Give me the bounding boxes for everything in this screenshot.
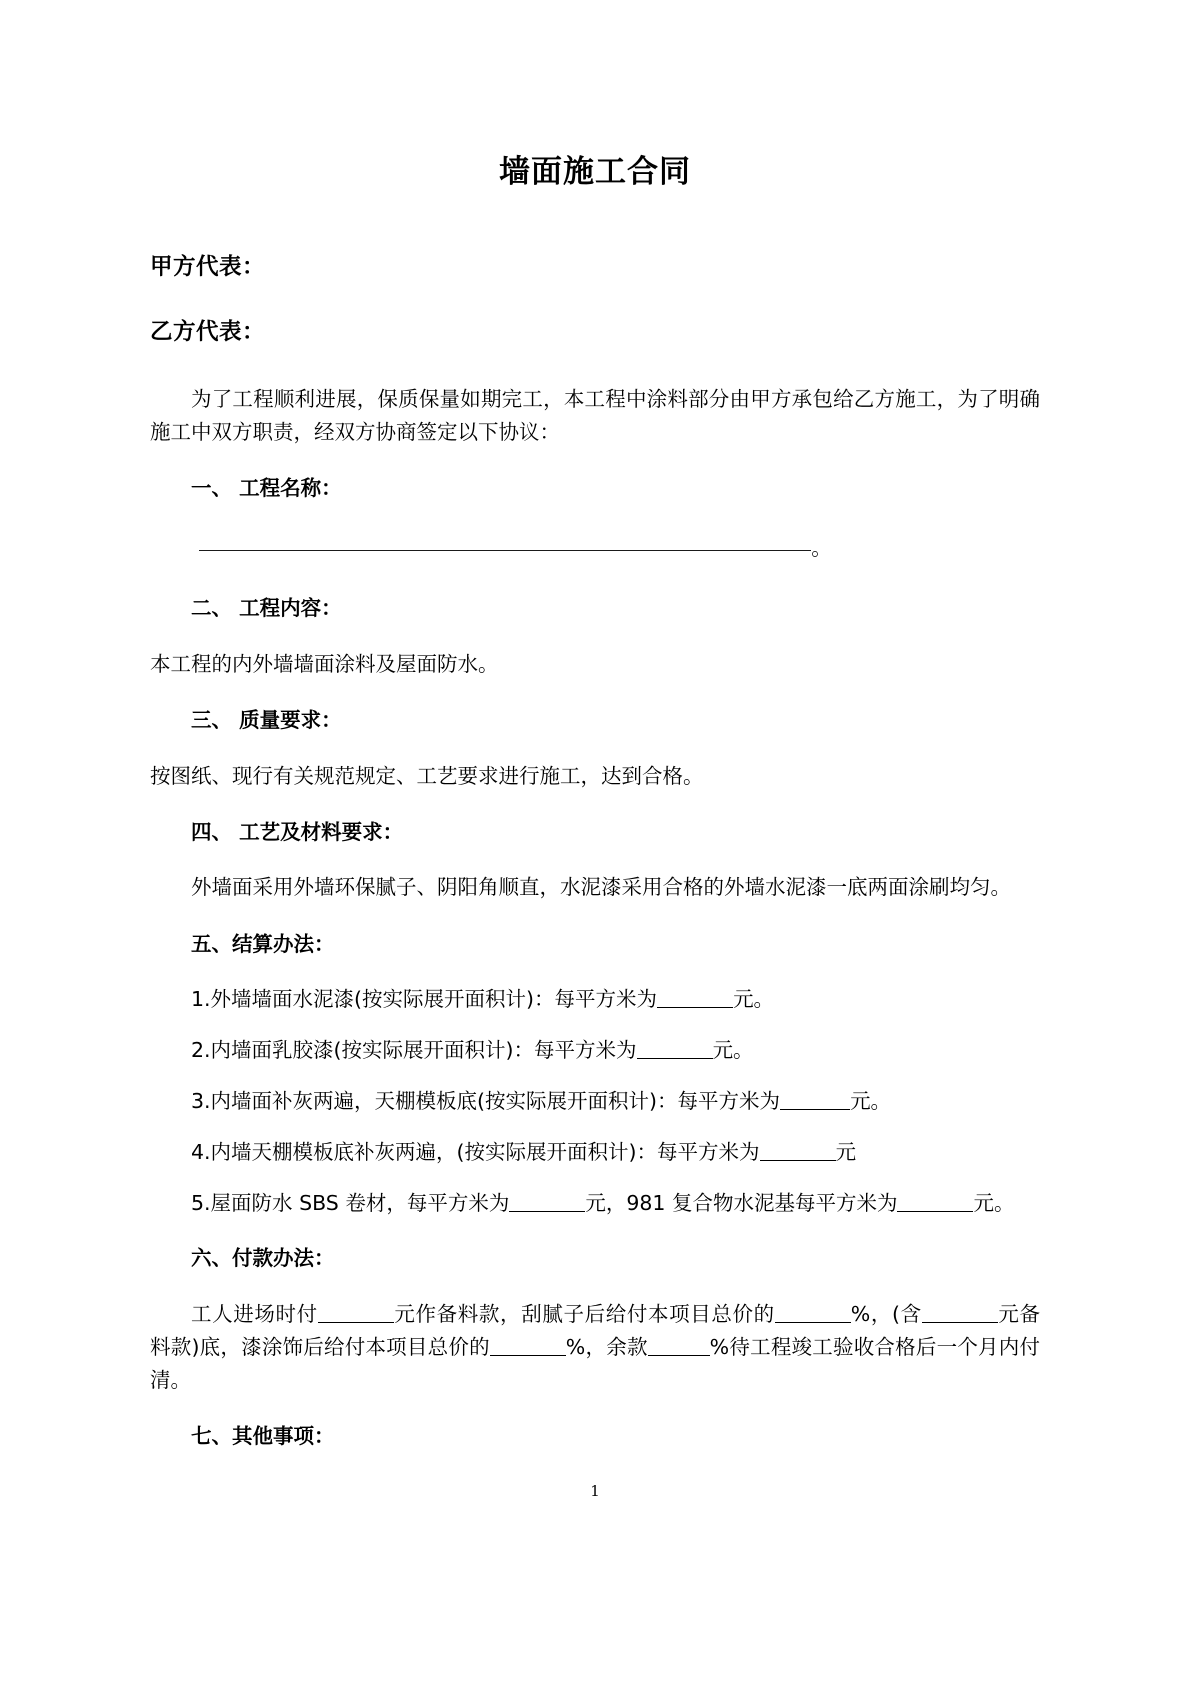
- spacer: [150, 1016, 1040, 1034]
- spacer: [150, 1397, 1040, 1421]
- spacer: [150, 1169, 1040, 1187]
- settlement-item-1-text: 1.外墙墙面水泥漆(按实际展开面积计)：每平方米为: [191, 987, 658, 1012]
- spacer: [150, 959, 1040, 983]
- payment-seg-3: %，(含: [850, 1302, 922, 1327]
- party-b-representative: 乙方代表：: [150, 319, 266, 346]
- spacer: [150, 1274, 1040, 1298]
- payment-seg-1: 工人进场时付: [191, 1302, 318, 1327]
- settlement-item-5-text-c: 元。: [973, 1190, 1015, 1215]
- settlement-item-4-blank[interactable]: [760, 1143, 836, 1161]
- payment-seg-6: %待工程竣工验收合格后一个月内付清。: [150, 1334, 1040, 1392]
- section-body-4: 外墙面采用外墙环保腻子、阴阳角顺直，水泥漆采用合格的外墙水泥漆一底两面涂刷均匀。: [191, 875, 1011, 900]
- section-heading-5: 五、结算办法：: [191, 931, 335, 956]
- section-heading-7: 七、其他事项：: [191, 1423, 335, 1448]
- section-heading-4: 四、 工艺及材料要求：: [191, 819, 404, 844]
- spacer: [150, 349, 1040, 383]
- spacer: [150, 681, 1040, 705]
- settlement-item-3-text: 3.内墙面补灰两遍，天棚模板底(按实际展开面积计)：每平方米为: [191, 1089, 781, 1113]
- payment-blank-5[interactable]: [648, 1338, 710, 1356]
- payment-seg-5: %，余款: [565, 1334, 648, 1359]
- settlement-item-5-blank-b[interactable]: [897, 1194, 973, 1212]
- settlement-item-1-unit: 元。: [733, 987, 775, 1012]
- project-name-fill-row: [150, 532, 1040, 565]
- settlement-item-2-text: 2.内墙面乳胶漆(按实际展开面积计)：每平方米为: [191, 1038, 637, 1063]
- section-heading-3: 三、 质量要求：: [191, 707, 342, 732]
- section-heading-6: 六、付款办法：: [191, 1246, 335, 1271]
- settlement-item-4: [150, 1136, 1040, 1169]
- settlement-item-5-text-a: 5.屋面防水 SBS 卷材，每平方米为: [191, 1190, 510, 1215]
- payment-blank-3[interactable]: [922, 1305, 998, 1323]
- spacer: [150, 1118, 1040, 1136]
- spacer: [150, 905, 1040, 929]
- spacer: [150, 504, 1040, 532]
- project-name-period: 。: [811, 536, 832, 560]
- project-name-blank[interactable]: [199, 549, 811, 551]
- settlement-item-1: [150, 983, 1040, 1016]
- settlement-item-2-unit: 元。: [712, 1038, 754, 1063]
- settlement-item-4-unit: 元: [835, 1139, 857, 1164]
- payment-seg-4: 元备料款)底，漆涂饰后给付本项目总价的: [150, 1302, 1041, 1359]
- page-title: 墙面施工合同: [499, 154, 691, 190]
- settlement-item-5-text-b: 元，981 复合物水泥基每平方米为: [585, 1190, 898, 1215]
- spacer: [150, 736, 1040, 760]
- settlement-item-5: [150, 1187, 1040, 1220]
- settlement-item-4-text: 4.内墙天棚模板底补灰两遍，(按实际展开面积计)：每平方米为: [191, 1139, 760, 1164]
- spacer: [150, 449, 1040, 473]
- settlement-item-3-blank[interactable]: [780, 1092, 850, 1110]
- section-heading-1: 一、 工程名称：: [191, 476, 342, 501]
- spacer: [150, 624, 1040, 648]
- payment-blank-2[interactable]: [775, 1305, 851, 1323]
- spacer: [150, 793, 1040, 817]
- settlement-item-3-unit: 元。: [850, 1089, 892, 1113]
- document-content: [150, 0, 1040, 1451]
- party-a-representative: 甲方代表：: [150, 253, 266, 280]
- spacer: [150, 565, 1040, 593]
- settlement-item-3: [150, 1085, 1040, 1118]
- section-heading-2: 二、 工程内容：: [191, 595, 342, 620]
- settlement-item-2: [150, 1034, 1040, 1067]
- payment-blank-1[interactable]: [318, 1305, 394, 1323]
- payment-blank-4[interactable]: [490, 1338, 566, 1356]
- page-number: 1: [590, 1482, 600, 1500]
- spacer: [150, 847, 1040, 871]
- payment-seg-2: 元作备料款，刮腻子后给付本项目总价的: [393, 1302, 775, 1327]
- spacer: [150, 1067, 1040, 1085]
- settlement-item-5-blank-a[interactable]: [509, 1194, 585, 1212]
- preamble-paragraph: 为了工程顺利进展，保质保量如期完工，本工程中涂料部分由甲方承包给乙方施工，为了明确施工中双方职责，经双方协商签定以下协议：: [150, 386, 1040, 445]
- payment-terms-paragraph: [150, 1298, 1040, 1396]
- section-body-3: 按图纸、现行有关规范规定、工艺要求进行施工，达到合格。: [150, 763, 704, 788]
- section-body-2: 本工程的内外墙墙面涂料及屋面防水。: [150, 651, 499, 676]
- settlement-item-2-blank[interactable]: [637, 1041, 713, 1059]
- spacer: [150, 1219, 1040, 1243]
- settlement-item-1-blank[interactable]: [657, 990, 733, 1008]
